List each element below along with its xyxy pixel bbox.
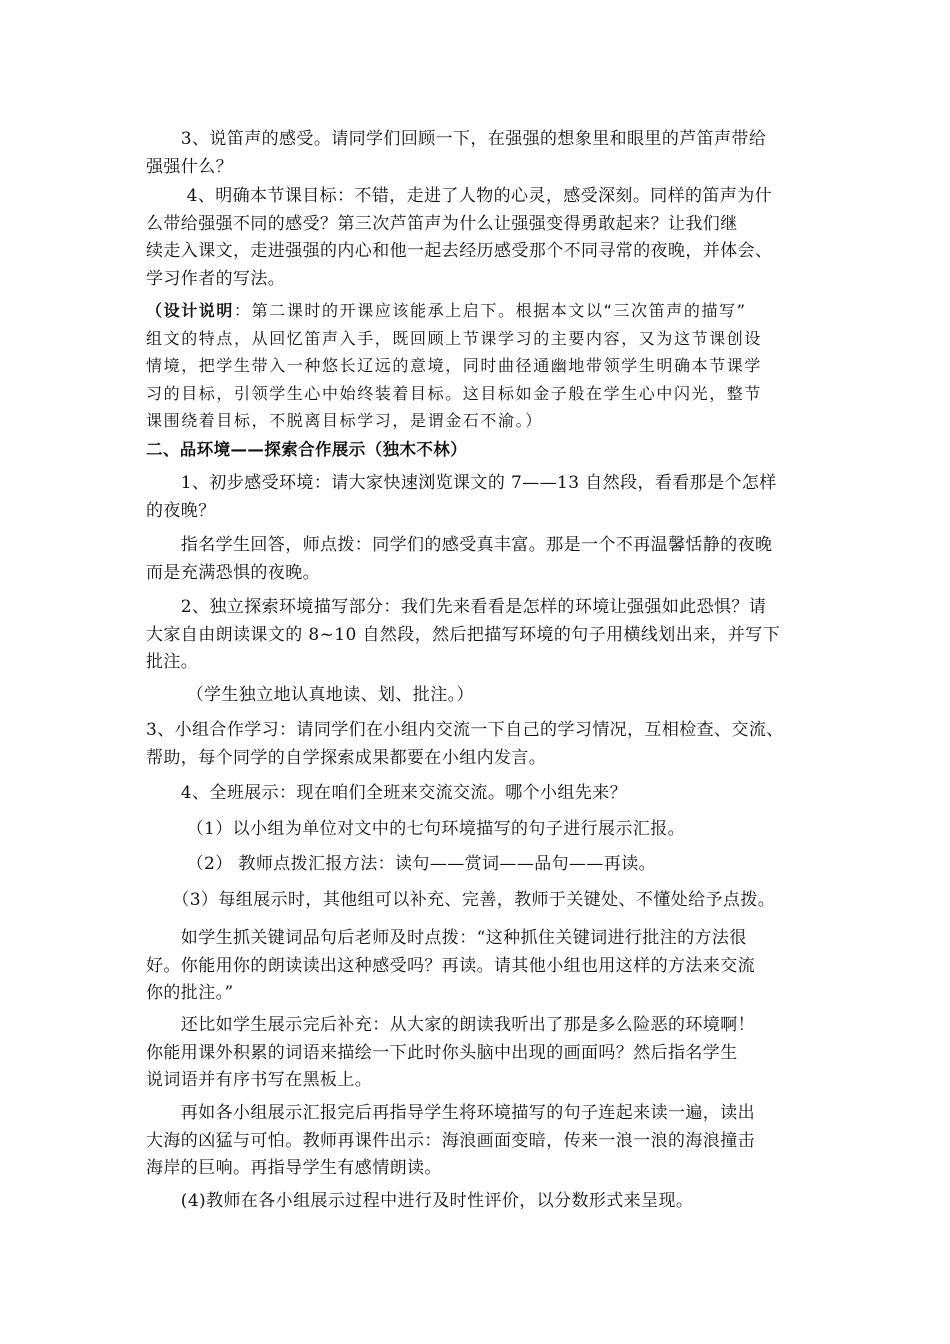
text-line: 2、独立探索环境描写部分：我们先来看看是怎样的环境让强强如此恐惧？请 bbox=[146, 597, 767, 617]
design-note bbox=[146, 297, 836, 435]
text-line: （1）以小组为单位对文中的七句环境描写的句子进行展示汇报。 bbox=[146, 819, 686, 839]
text-line: 3、说笛声的感受。请同学们回顾一下，在强强的想象里和眼里的芦笛声带给 bbox=[146, 129, 767, 149]
paragraph-item-3 bbox=[146, 887, 836, 915]
paragraph-lesson-goal bbox=[146, 183, 836, 293]
design-note-first-line: ：第二课时的开课应该能承上启下。根据本文以“三次笛声的描写” bbox=[234, 301, 747, 320]
paragraph-reading-guidance bbox=[146, 1100, 836, 1183]
text-line: 情境，把学生带入一种悠长辽远的意境，同时曲径通幽地带领学生明确本节课学 bbox=[146, 356, 763, 375]
paragraph-class-presentation bbox=[146, 780, 836, 808]
text-line: 而是充满恐惧的夜晚。 bbox=[146, 562, 320, 583]
text-line: 再如各小组展示汇报完后再指导学生将环境描写的句子连起来读一遍，读出 bbox=[146, 1103, 755, 1123]
section-heading-text: 二、品环境——探索合作展示（独木不林） bbox=[146, 440, 468, 459]
text-line: (4)教师在各小组展示过程中进行及时性评价，以分数形式来呈现。 bbox=[146, 1191, 694, 1211]
text-line: 批注。 bbox=[146, 652, 199, 672]
paragraph-keyword-example bbox=[146, 925, 836, 1008]
paragraph-describe-flute-feelings bbox=[146, 126, 836, 181]
text-line: 3、小组合作学习：请同学们在小组内交流一下自己的学习情况，互相检查、交流、 bbox=[146, 720, 784, 740]
text-line: 4、明确本节课目标：不错，走进了人物的心灵，感受深刻。同样的笛声为什 bbox=[146, 186, 773, 206]
text-line: （学生独立地认真地读、划、批注。） bbox=[146, 685, 474, 705]
paragraph-environment-preview bbox=[146, 470, 836, 525]
text-line: 海岸的巨响。再指导学生有感情朗读。 bbox=[146, 1158, 442, 1178]
text-line: 你能用课外积累的词语来描绘一下此时你头脑中出现的画面吗？然后指名学生 bbox=[146, 1042, 738, 1063]
paragraph-item-2 bbox=[146, 851, 836, 879]
text-line: 习的目标，引领学生心中始终装着目标。这目标如金子般在学生心中闪光，整节 bbox=[146, 383, 763, 403]
paragraph-supplement-example bbox=[146, 1012, 836, 1095]
paragraph-independent-exploration bbox=[146, 594, 836, 677]
text-line: 4、全班展示：现在咱们全班来交流交流。哪个小组先来？ bbox=[146, 783, 628, 803]
paragraph-teacher-feedback bbox=[146, 532, 836, 587]
paragraph-item-1 bbox=[146, 816, 836, 844]
text-line: 大家自由朗读课文的 8~10 自然段，然后把描写环境的句子用横线划出来，并写下 bbox=[146, 624, 781, 645]
text-line: 指名学生回答，师点拨：同学们的感受真丰富。那是一个不再温馨恬静的夜晚 bbox=[146, 535, 773, 555]
text-line: 说词语并有序书写在黑板上。 bbox=[146, 1070, 373, 1090]
text-line: 课围绕着目标，不脱离目标学习，是谓金石不渝。） bbox=[146, 411, 543, 430]
text-line: 组文的特点，从回忆笛声入手，既回顾上节课学习的主要内容，又为这节课创设 bbox=[146, 328, 763, 348]
text-line: 1、初步感受环境：请大家快速浏览课文的 7——13 自然段，看看那是个怎样 bbox=[146, 473, 777, 493]
text-line: 学习作者的写法。 bbox=[146, 268, 286, 289]
text-line: 你的批注。” bbox=[146, 983, 234, 1003]
text-line bbox=[146, 297, 836, 325]
text-line: 的夜晚？ bbox=[146, 500, 216, 521]
text-line: 么带给强强不同的感受？第三次芦笛声为什么让强强变得勇敢起来？让我们继 bbox=[146, 213, 738, 234]
text-line: 强强什么？ bbox=[146, 156, 233, 177]
design-note-label: （设计说明 bbox=[146, 301, 235, 320]
paragraph-student-activity bbox=[146, 682, 836, 710]
text-line: 还比如学生展示完后补充：从大家的朗读我听出了那是多么险恶的环境啊！ bbox=[146, 1015, 755, 1035]
text-line: 续走入课文，走进强强的内心和他一起去经历感受那个不同寻常的夜晚，并体会、 bbox=[146, 241, 773, 261]
text-line: 好。你能用你的朗读读出这种感受吗？再读。请其他小组也用这样的方法来交流 bbox=[146, 955, 755, 976]
text-line: 帮助，每个同学的自学探索成果都要在小组内发言。 bbox=[146, 747, 547, 768]
paragraph-group-study bbox=[146, 717, 836, 772]
text-line: （3）每组展示时，其他组可以补充、完善，教师于关键处、不懂处给予点拨。 bbox=[146, 890, 776, 910]
text-line: 大海的凶猛与可怕。教师再课件出示：海浪画面变暗，传来一浪一浪的海浪撞击 bbox=[146, 1130, 755, 1151]
paragraph-item-4 bbox=[146, 1188, 836, 1216]
section-heading bbox=[146, 436, 836, 464]
text-line: （2） 教师点拨汇报方法：读句——赏词——品句——再读。 bbox=[146, 854, 657, 874]
text-line: 如学生抓关键词品句后老师及时点拨：“这种抓住关键词进行批注的方法很 bbox=[146, 928, 747, 948]
